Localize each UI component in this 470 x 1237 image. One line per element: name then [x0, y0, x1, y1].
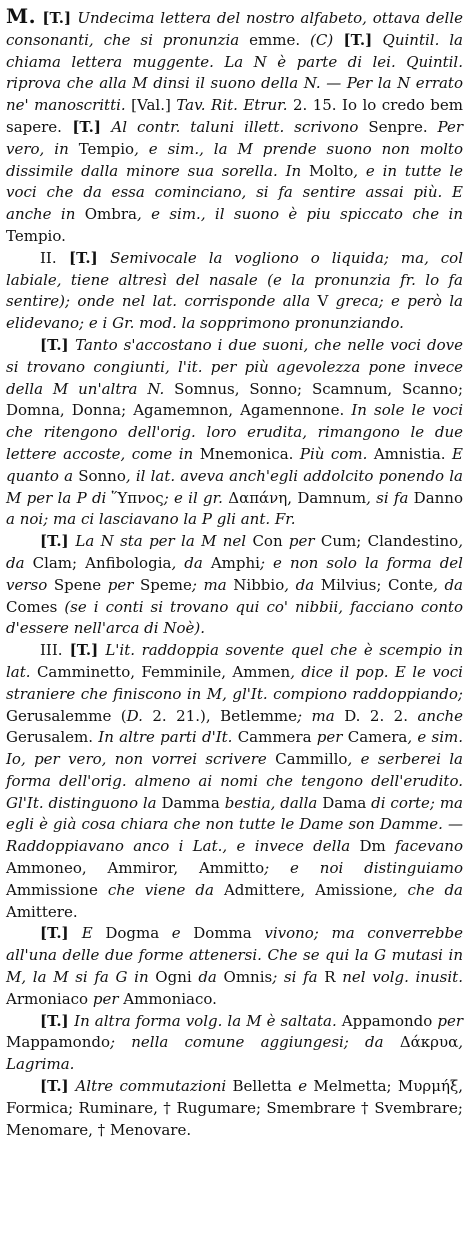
example-text: Mnemonica.: [199, 444, 300, 463]
commentary-text: , che da: [392, 880, 463, 899]
commentary-text: (C): [310, 30, 334, 49]
example-text: II.: [40, 248, 57, 267]
commentary-text: ; e noi distinguiamo: [264, 859, 463, 878]
example-text: Somnus, Sonno; Scamnum, Scanno; Domna, Donna; Agamemnon, Agamennone.: [6, 379, 463, 420]
commentary-text: ; nella comune aggiungesi; da: [110, 1033, 400, 1052]
entry-paragraph: [6, 1076, 463, 1141]
example-text: Cammillo: [275, 750, 348, 769]
commentary-text: a noi; ma ci lasciavano la P gli ant. Fr.: [6, 510, 296, 529]
commentary-text: , dice il pop. E le voci straniere che finiscono in M, gl'It. compiono raddoppiando;: [6, 662, 463, 703]
example-text: Ammissione: [6, 880, 98, 899]
example-text: Cum; Clandestino: [320, 532, 459, 551]
example-text: III.: [40, 641, 63, 660]
example-text: Δαπάνη, Damnum: [228, 488, 367, 507]
example-text: Speme: [140, 575, 192, 594]
example-text: [Val.]: [125, 96, 177, 115]
commentary-text: ; si fa: [272, 968, 325, 987]
example-text: Senpre.: [368, 117, 438, 136]
commentary-text: , da: [6, 532, 463, 572]
commentary-text: D.: [126, 706, 143, 725]
source-tag: [T.]: [62, 641, 106, 660]
example-text: 2. 15. Io lo credo bem sapere.: [6, 96, 463, 136]
source-tag: [T.]: [40, 1011, 75, 1030]
example-text: Tempio: [78, 139, 135, 158]
entry-paragraph: [6, 248, 463, 335]
commentary-text: greca; e però la elidevano; e i Gr. mod. la sopprimono pronunziando.: [6, 292, 463, 333]
commentary-text: Altre commutazioni: [75, 1077, 233, 1096]
example-text: Danno: [413, 488, 463, 507]
example-text: Cammera: [237, 728, 312, 747]
example-text: Damma: [161, 793, 220, 812]
commentary-text: , da: [433, 575, 463, 594]
entry-paragraph: [6, 531, 463, 640]
source-tag: [T.]: [36, 9, 78, 27]
commentary-text: Per vero, in: [6, 117, 463, 158]
commentary-text: ; ma: [191, 575, 234, 594]
example-text: emme.: [249, 30, 310, 49]
example-text: Milvius; Conte: [320, 575, 434, 594]
entry-paragraph: [6, 6, 463, 248]
example-text: Melmetta; Μυρμήξ, Formica; Ruminare, † Rugumare; Smembrare † Svembrare; Menomare, † Menovare.: [6, 1077, 463, 1139]
source-tag: [T.]: [56, 248, 111, 267]
example-text: Nibbio: [233, 575, 285, 594]
entry-paragraph: [6, 640, 463, 923]
example-text: Camminetto, Femminile, Ammen: [36, 662, 291, 681]
commentary-text: Semivocale la vogliono o liquida; ma, col labiale, tiene altresì del nasale (e la pronunzia fr. lo fa sentire); onde nel lat. corrisponde alla: [6, 248, 463, 311]
example-text: Armoniaco: [6, 989, 89, 1008]
example-text: Admittere, Amissione: [223, 880, 393, 899]
example-text: D. 2. 2.: [344, 706, 408, 725]
commentary-text: bestia, dalla: [219, 793, 323, 812]
commentary-text: ; e il gr.: [163, 488, 229, 507]
example-text: R: [324, 968, 336, 987]
commentary-text: anche: [408, 706, 464, 725]
commentary-text: Quintil. la chiama lettera muggente. La N è parte di lei. Quintil. riprova che alla M dinsi il suono della N. — Per la N errato ne' manoscritti.: [6, 30, 463, 115]
commentary-text: per: [282, 532, 321, 551]
commentary-text: In altre parti d'It.: [98, 728, 238, 747]
example-text: Belletta: [232, 1077, 292, 1096]
commentary-text: , da: [284, 575, 321, 594]
commentary-text: ; e non solo la forma del verso: [6, 553, 463, 594]
commentary-text: nel volg. inusit.: [335, 968, 463, 987]
example-text: Gerusalemme (: [6, 706, 127, 725]
commentary-text: per: [311, 728, 348, 747]
example-text: Comes: [6, 597, 58, 616]
commentary-text: per: [101, 575, 140, 594]
example-text: Molto: [309, 161, 354, 180]
source-tag: [T.]: [40, 532, 76, 551]
example-text: Spene: [53, 575, 102, 594]
example-text: Dm: [359, 837, 386, 856]
commentary-text: Tav. Rit. Etrur.: [176, 96, 293, 115]
commentary-text: e: [159, 924, 194, 943]
headword: M.: [6, 4, 37, 28]
commentary-text: E: [81, 924, 106, 943]
entry-paragraph: [6, 335, 463, 531]
example-text: Dama: [322, 793, 367, 812]
source-tag: [T.]: [40, 335, 76, 354]
example-text: Dogma: [105, 924, 160, 943]
commentary-text: da: [191, 968, 224, 987]
example-text: Domma: [193, 924, 252, 943]
commentary-text: facevano: [385, 837, 464, 856]
commentary-text: , e sim., la M prende suono non molto dissimile dalla minore sua sorella. In: [6, 139, 463, 180]
commentary-text: Tanto s'accostano i due suoni, che nelle voci dove si trovano congiunti, l'it. per più agevolezza pone invece della M un'altra N.: [6, 335, 464, 398]
commentary-text: , e sim., il suono è piu spiccato che in: [136, 205, 463, 224]
source-tag: [T.]: [333, 30, 383, 49]
commentary-text: per: [88, 989, 124, 1008]
commentary-text: Undecima lettera del nostro alfabeto, ottava delle consonanti, che si pronunzia: [6, 9, 463, 49]
commentary-text: , e sim. Io, per vero, non vorrei scrivere: [6, 728, 464, 769]
example-text: Δάκρυα: [399, 1033, 459, 1052]
example-text: Mappamondo: [6, 1033, 110, 1052]
example-text: Sonno: [78, 466, 126, 485]
commentary-text: che viene da: [97, 880, 224, 899]
example-text: Amnistia.: [373, 444, 453, 463]
source-tag: [T.]: [40, 924, 82, 943]
commentary-text: Più com.: [299, 444, 374, 463]
example-text: Appamondo: [341, 1011, 433, 1030]
example-text: Tempio.: [6, 226, 66, 245]
example-text: Amphi: [210, 553, 260, 572]
example-text: Amittere.: [6, 902, 78, 921]
commentary-text: , Lagrima.: [6, 1033, 463, 1074]
commentary-text: vivono; ma converrebbe all'una delle due forme attenersi. Che se qui la G mutasi in M, la M si fa G in: [6, 924, 464, 987]
entry-paragraph: [6, 923, 463, 1010]
example-text: 2. 21.), Betlemme: [142, 706, 298, 725]
commentary-text: L'it. raddoppia sovente quel che è scempio in lat.: [6, 641, 463, 681]
example-text: V: [317, 292, 329, 311]
commentary-text: ; ma: [297, 706, 345, 725]
commentary-text: per: [432, 1011, 463, 1030]
commentary-text: E quanto a: [6, 444, 463, 485]
example-text: Ammoneo, Ammiror, Ammitto: [6, 859, 265, 878]
example-text: Gerusalem.: [6, 728, 99, 747]
commentary-text: , il lat. aveva anch'egli addolcito ponendo la M per la P di: [6, 466, 463, 507]
commentary-text: In sole le voci che ritengono dell'orig. loro erudita, rimangono le due lettere accoste, come in: [6, 401, 464, 463]
commentary-text: Al contr. taluni illett. scrivono: [111, 117, 369, 136]
example-text: Ammoniaco.: [123, 989, 217, 1008]
source-tag: [T.]: [61, 117, 112, 136]
commentary-text: La N sta per la M nel: [75, 532, 253, 551]
commentary-text: (se i conti si trovano qui co' nibbii, facciano conto d'essere nell'arca di Noè).: [6, 597, 463, 638]
commentary-text: e: [291, 1077, 314, 1096]
example-text: Camera: [347, 728, 408, 747]
commentary-text: , si fa: [366, 488, 414, 507]
source-tag: [T.]: [40, 1077, 76, 1096]
example-text: Omnis: [223, 968, 273, 987]
entry-paragraph: [6, 1011, 463, 1076]
example-text: Clam; Anfibologia: [32, 553, 172, 572]
commentary-text: In altra forma volg. la M è saltata.: [74, 1011, 342, 1030]
commentary-text: , e in tutte le voci che da essa cominciano, si fa sentire assai più. E anche in: [6, 161, 463, 224]
example-text: Con: [252, 532, 283, 551]
commentary-text: di corte; ma egli è già cosa chiara che non tutte le Dame son Damme. — Raddoppiavano anco i Lat., e invece della: [6, 793, 463, 856]
example-text: Ὕπνος: [111, 488, 164, 507]
commentary-text: , da: [171, 553, 211, 572]
example-text: Ombra: [84, 205, 137, 224]
commentary-text: , e serberei la forma dell'orig. almeno ai nomi che tengono dell'erudito. Gl'It. distinguono la: [6, 750, 463, 812]
example-text: Ogni: [155, 968, 192, 987]
